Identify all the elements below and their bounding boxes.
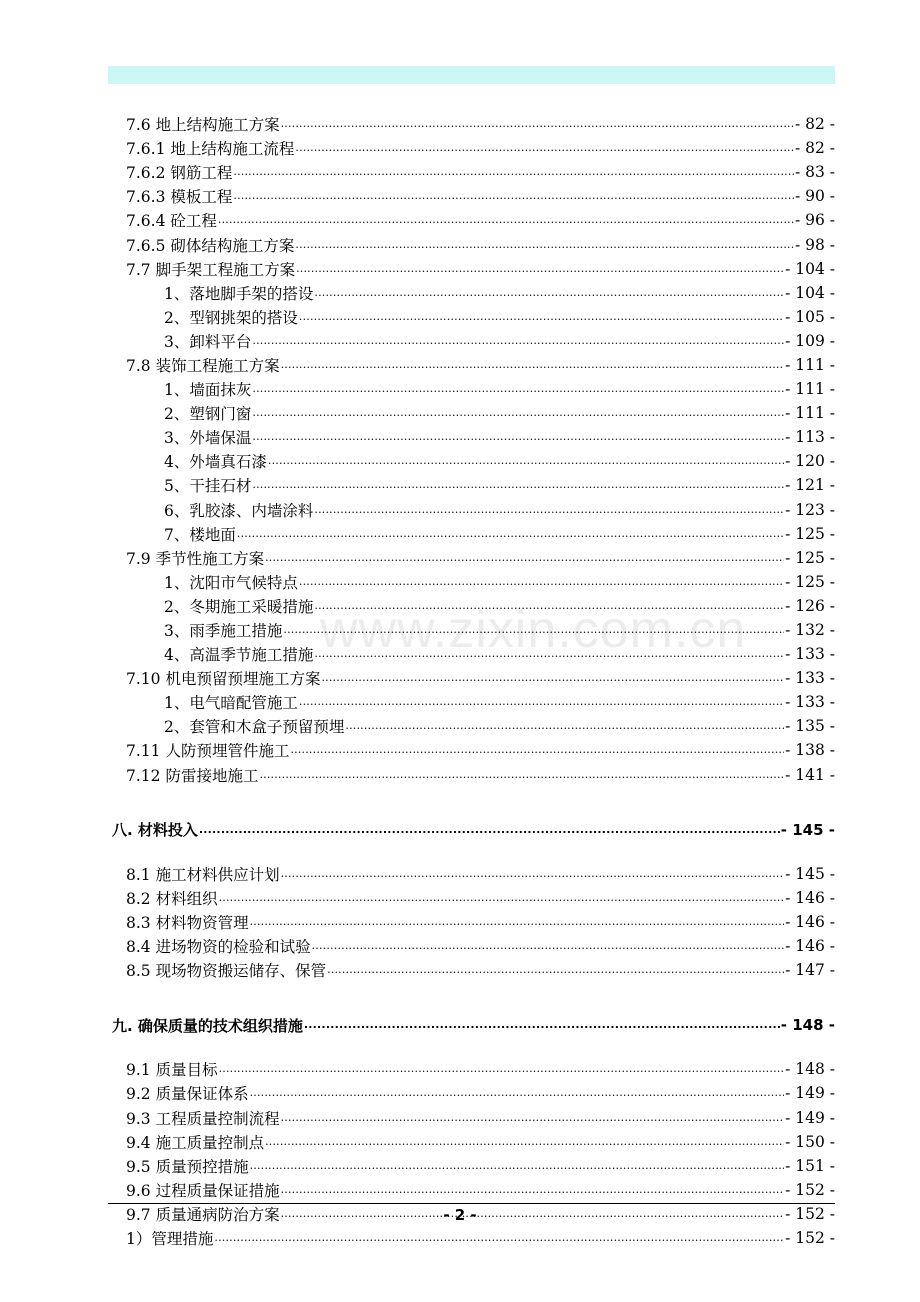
toc-entry-page: - 141 - — [785, 765, 835, 784]
toc-entry-title: 2、套管和木盒子预留预埋 — [164, 715, 345, 737]
toc-entry[interactable] — [108, 425, 835, 449]
toc-entry[interactable] — [108, 305, 835, 329]
toc-entry-title: 8.3 材料物资管理 — [126, 911, 250, 933]
toc-entry-title: 3、卸料平台 — [164, 330, 252, 352]
toc-entry-page: - 133 - — [785, 669, 835, 688]
toc-entry[interactable] — [108, 546, 835, 570]
toc-entry-title: 7.6.2 钢筋工程 — [126, 161, 233, 183]
toc-leader-dots — [219, 889, 785, 907]
toc-entry[interactable] — [108, 1154, 835, 1178]
toc-entry-page: - 96 - — [794, 211, 835, 230]
toc-entry-title: 7、楼地面 — [164, 523, 237, 545]
toc-entry[interactable] — [108, 666, 835, 690]
toc-entry[interactable] — [108, 690, 835, 714]
toc-entry[interactable] — [108, 934, 835, 958]
toc-entry[interactable] — [108, 886, 835, 910]
toc-entry[interactable] — [108, 184, 835, 208]
toc-entry-title: 1、沈阳市气候特点 — [164, 571, 299, 593]
toc-entry-title: 9.3 工程质量控制流程 — [126, 1107, 281, 1129]
toc-leader-dots — [252, 404, 784, 422]
toc-entry-title: 8.4 进场物资的检验和试验 — [126, 935, 312, 957]
toc-entry[interactable] — [108, 642, 835, 666]
toc-entry-page: - 133 - — [785, 693, 835, 712]
chapter-spacer — [108, 1037, 835, 1057]
toc-entry[interactable] — [108, 1226, 835, 1250]
toc-entry[interactable] — [108, 257, 835, 281]
toc-entry-page: - 105 - — [785, 307, 835, 326]
toc-entry-page: - 147 - — [785, 961, 835, 980]
toc-leader-dots — [233, 187, 794, 205]
toc-entry[interactable] — [108, 862, 835, 886]
toc-leader-dots — [250, 1084, 785, 1102]
toc-entry[interactable] — [108, 112, 835, 136]
toc-entry-title: 6、乳胶漆、内墙涂料 — [164, 499, 314, 521]
toc-entry[interactable] — [108, 232, 835, 256]
toc-leader-dots — [314, 501, 784, 519]
toc-entry-title: 2、冬期施工采暖措施 — [164, 595, 314, 617]
toc-chapter-entry[interactable] — [108, 1013, 835, 1037]
toc-entry-page: - 82 - — [794, 115, 835, 134]
toc-leader-dots — [237, 525, 784, 543]
chapter-spacer — [108, 842, 835, 862]
toc-entry[interactable] — [108, 353, 835, 377]
toc-entry-page: - 121 - — [785, 476, 835, 495]
toc-leader-dots — [295, 139, 794, 157]
toc-entry-title: 7.8 装饰工程施工方案 — [126, 354, 281, 376]
toc-leader-dots — [250, 913, 785, 931]
toc-entry-page: - 111 - — [785, 380, 835, 399]
toc-entry-page: - 146 - — [785, 912, 835, 931]
toc-chapter-entry[interactable] — [108, 818, 835, 842]
toc-entry-title: 7.12 防雷接地施工 — [126, 764, 259, 786]
toc-leader-dots — [199, 821, 780, 839]
toc-entry[interactable] — [108, 522, 835, 546]
toc-leader-dots — [281, 1181, 785, 1199]
toc-leader-dots — [299, 308, 784, 326]
toc-entry-page: - 152 - — [785, 1204, 835, 1223]
toc-leader-dots — [219, 1060, 785, 1078]
toc-leader-dots — [314, 597, 784, 615]
toc-entry-page: - 148 - — [780, 1016, 835, 1035]
toc-leader-dots — [259, 766, 784, 784]
toc-entry-page: - 123 - — [785, 500, 835, 519]
toc-entry-page: - 125 - — [785, 572, 835, 591]
toc-entry-page: - 135 - — [785, 717, 835, 736]
toc-entry-title: 7.10 机电预留预埋施工方案 — [126, 667, 321, 689]
toc-leader-dots — [214, 1229, 784, 1247]
toc-entry-page: - 125 - — [785, 524, 835, 543]
toc-entry-title: 1）管理措施 — [126, 1227, 214, 1249]
toc-entry[interactable] — [108, 714, 835, 738]
toc-entry[interactable] — [108, 594, 835, 618]
toc-entry[interactable] — [108, 449, 835, 473]
toc-entry-page: - 149 - — [785, 1084, 835, 1103]
toc-entry-page: - 133 - — [785, 645, 835, 664]
toc-entry-title: 3、雨季施工措施 — [164, 619, 283, 641]
toc-entry-page: - 138 - — [785, 741, 835, 760]
toc-entry[interactable] — [108, 1105, 835, 1129]
toc-leader-dots — [296, 260, 784, 278]
watermark: www.zixin.com.cn — [320, 601, 747, 659]
toc-entry-title: 7.6.4 砼工程 — [126, 209, 218, 231]
toc-leader-dots — [233, 163, 794, 181]
toc-leader-dots — [299, 573, 784, 591]
toc-entry-page: - 152 - — [785, 1228, 835, 1247]
toc-entry-page: - 104 - — [785, 259, 835, 278]
toc-leader-dots — [314, 284, 784, 302]
toc-leader-dots — [321, 669, 784, 687]
toc-entry-page: - 149 - — [785, 1108, 835, 1127]
toc-entry-page: - 148 - — [785, 1060, 835, 1079]
toc-leader-dots — [295, 236, 794, 254]
toc-leader-dots — [268, 452, 784, 470]
toc-leader-dots — [314, 645, 784, 663]
toc-leader-dots — [252, 380, 784, 398]
toc-entry[interactable] — [108, 329, 835, 353]
toc-entry-page: - 111 - — [785, 355, 835, 374]
toc-entry-page: - 111 - — [785, 404, 835, 423]
toc-entry[interactable] — [108, 377, 835, 401]
toc-leader-dots — [218, 211, 794, 229]
toc-entry[interactable] — [108, 473, 835, 497]
toc-entry-page: - 145 - — [785, 864, 835, 883]
toc-entry[interactable] — [108, 1081, 835, 1105]
toc-entry-page: - 150 - — [785, 1132, 835, 1151]
header-bar — [108, 66, 835, 84]
toc-entry-title: 九. 确保质量的技术组织措施 — [112, 1016, 303, 1035]
toc-entry-title: 9.7 质量通病防治方案 — [126, 1203, 281, 1225]
toc-entry-title: 3、外墙保温 — [164, 426, 252, 448]
toc-entry-page: - 125 - — [785, 548, 835, 567]
toc-entry-page: - 109 - — [785, 331, 835, 350]
toc-entry-page: - 152 - — [785, 1180, 835, 1199]
toc-entry-title: 7.6.5 砌体结构施工方案 — [126, 234, 295, 256]
toc-entry-title: 9.5 质量预控措施 — [126, 1155, 250, 1177]
toc-entry-page: - 83 - — [794, 163, 835, 182]
toc-entry[interactable] — [108, 738, 835, 762]
toc-leader-dots — [312, 937, 785, 955]
toc-leader-dots — [327, 961, 784, 979]
table-of-contents — [108, 112, 835, 1250]
toc-entry-page: - 126 - — [785, 596, 835, 615]
toc-leader-dots — [265, 1133, 784, 1151]
toc-entry-title: 7.6.1 地上结构施工流程 — [126, 137, 295, 159]
toc-entry-title: 8.5 现场物资搬运储存、保管 — [126, 959, 327, 981]
toc-entry[interactable] — [108, 618, 835, 642]
toc-entry-page: - 132 - — [785, 621, 835, 640]
toc-leader-dots — [345, 717, 784, 735]
toc-entry[interactable] — [108, 570, 835, 594]
toc-entry-title: 4、外墙真石漆 — [164, 450, 268, 472]
toc-leader-dots — [250, 1157, 785, 1175]
toc-entry-title: 2、塑钢门窗 — [164, 402, 252, 424]
toc-entry-title: 1、落地脚手架的搭设 — [164, 282, 314, 304]
toc-entry-title: 1、墙面抹灰 — [164, 378, 252, 400]
toc-entry-title: 1、电气暗配管施工 — [164, 691, 299, 713]
toc-entry-title: 9.1 质量目标 — [126, 1058, 219, 1080]
toc-entry-title: 7.9 季节性施工方案 — [126, 547, 265, 569]
toc-entry-title: 9.2 质量保证体系 — [126, 1082, 250, 1104]
toc-entry-page: - 104 - — [785, 283, 835, 302]
toc-entry-title: 8.2 材料组织 — [126, 887, 219, 909]
chapter-spacer — [108, 982, 835, 1013]
toc-entry-page: - 82 - — [794, 139, 835, 158]
toc-entry-page: - 120 - — [785, 452, 835, 471]
toc-entry-title: 8.1 施工材料供应计划 — [126, 863, 281, 885]
toc-leader-dots — [281, 356, 785, 374]
toc-leader-dots — [281, 1109, 785, 1127]
toc-entry-title: 7.6.3 模板工程 — [126, 185, 233, 207]
toc-entry[interactable] — [108, 763, 835, 787]
toc-leader-dots — [252, 476, 784, 494]
toc-entry-page: - 90 - — [794, 187, 835, 206]
toc-entry-title: 2、型钢挑架的搭设 — [164, 306, 299, 328]
toc-entry-title: 7.7 脚手架工程施工方案 — [126, 258, 296, 280]
toc-leader-dots — [290, 741, 784, 759]
toc-entry[interactable] — [108, 1178, 835, 1202]
toc-leader-dots — [252, 332, 784, 350]
toc-leader-dots — [283, 621, 784, 639]
toc-entry-title: 7.6 地上结构施工方案 — [126, 113, 281, 135]
toc-entry[interactable] — [108, 498, 835, 522]
chapter-spacer — [108, 787, 835, 818]
toc-entry[interactable] — [108, 136, 835, 160]
toc-leader-dots — [265, 549, 784, 567]
toc-entry[interactable] — [108, 958, 835, 982]
toc-entry-page: - 146 - — [785, 937, 835, 956]
toc-entry[interactable] — [108, 910, 835, 934]
toc-entry[interactable] — [108, 1057, 835, 1081]
toc-entry[interactable] — [108, 208, 835, 232]
toc-leader-dots — [281, 115, 794, 133]
toc-entry-title: 7.11 人防预埋管件施工 — [126, 739, 290, 761]
toc-leader-dots — [281, 865, 785, 883]
toc-entry-title: 5、干挂石材 — [164, 474, 252, 496]
toc-leader-dots — [252, 428, 784, 446]
toc-entry-page: - 113 - — [785, 428, 835, 447]
toc-entry-title: 八. 材料投入 — [112, 821, 198, 840]
toc-leader-dots — [299, 693, 784, 711]
toc-entry[interactable] — [108, 160, 835, 184]
toc-entry-page: - 151 - — [785, 1156, 835, 1175]
toc-entry[interactable] — [108, 281, 835, 305]
toc-entry-page: - 146 - — [785, 888, 835, 907]
toc-entry-title: 4、高温季节施工措施 — [164, 643, 314, 665]
toc-leader-dots — [304, 1016, 780, 1034]
toc-entry-title: 9.4 施工质量控制点 — [126, 1131, 265, 1153]
toc-entry-page: - 98 - — [794, 235, 835, 254]
toc-entry-page: - 145 - — [780, 820, 835, 839]
toc-entry[interactable] — [108, 401, 835, 425]
page-number: - 2 - — [443, 1206, 477, 1224]
toc-entry[interactable] — [108, 1130, 835, 1154]
toc-entry-title: 9.6 过程质量保证措施 — [126, 1179, 281, 1201]
footer-divider — [108, 1203, 835, 1204]
